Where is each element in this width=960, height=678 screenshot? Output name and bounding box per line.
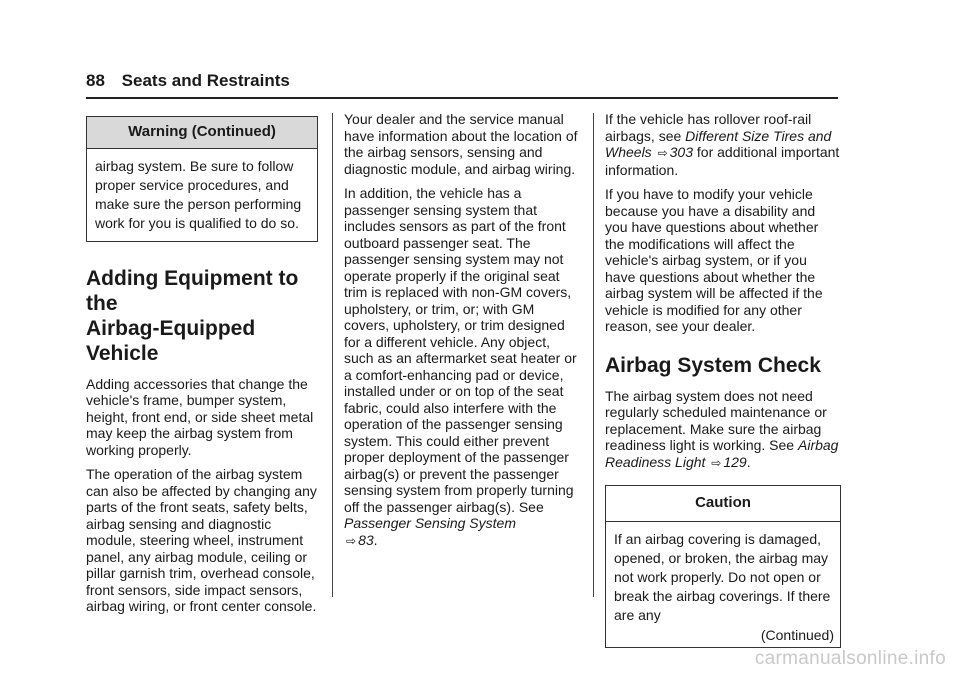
paragraph: Your dealer and the service manual have information about the location of the airbag sensors, sensing and diagnostic module, and airbag wiring.	[344, 111, 578, 177]
paragraph: Adding accessories that change the vehicle's frame, bumper system, height, front end, or side sheet metal may keep the airbag system from working properly.	[86, 375, 314, 458]
paragraph	[605, 388, 841, 472]
airbag-system-check-heading: Airbag System Check	[605, 353, 821, 377]
sentence-end: .	[746, 453, 751, 470]
column-2	[344, 111, 580, 557]
paragraph-text: for additional important information.	[605, 144, 840, 178]
header-rule	[86, 97, 838, 99]
paragraph	[605, 111, 841, 178]
page-ref-arrow-icon: ⇨	[346, 533, 357, 548]
paragraph-text: In addition, the vehicle has a passenger sensing system that includes sensors as part of the front outboard passenger seat. The passenger sensing system may not operate properly if the original seat trim is replaced with non-GM covers, upholstery, or trim, or; with GM covers, upholstery, or trim designed for a different vehicle. Any object, such as an aftermarket seat heater or a comfort-enhancing pad or device, installed under or on top of the seat fabric, could also interfere with the operation of the passenger sensing system. This could either prevent proper deployment of the passenger airbag(s) or prevent the passenger sensing system from properly turning off the passenger airbag(s). See	[344, 185, 577, 515]
adding-equipment-heading	[86, 266, 318, 366]
heading-line-2: Airbag-Equipped Vehicle	[86, 316, 256, 365]
column-3	[605, 111, 841, 648]
section-title: Seats and Restraints	[121, 71, 290, 90]
caution-title: Caution	[606, 486, 840, 522]
caution-box	[605, 485, 841, 648]
page-ref-arrow-icon: ⇨	[657, 146, 668, 160]
column-divider	[593, 113, 594, 597]
cross-reference-link[interactable]: Airbag Readiness Light	[605, 437, 839, 470]
cross-reference-link[interactable]: Passenger Sensing System	[344, 515, 516, 531]
page-header	[86, 71, 290, 91]
page-reference[interactable]: 83	[358, 531, 374, 548]
page-ref-arrow-icon: ⇨	[711, 455, 722, 470]
cross-reference-link[interactable]: Different Size Tires and Wheels	[605, 127, 832, 160]
paragraph: The operation of the airbag system can also be affected by changing any parts of the front seats, safety belts, airbag sensing and diagnostic module, steering wheel, instrument panel, any airbag module, ceiling or pillar garnish trim, overhead console, front sensors, side impact sensors, airbag wiring, or front center console.	[86, 466, 317, 614]
warning-box	[86, 116, 318, 242]
paragraph-text: If the vehicle has rollover roof-rail airbags, see	[605, 111, 812, 144]
column-divider	[332, 113, 333, 597]
sentence-end: .	[373, 531, 378, 548]
paragraph: If you have to modify your vehicle because you have a disability and you have questions about whether the modifications will affect the vehicle's airbag system, or if you have questions about whether the airbag system will be affected if the vehicle is modified for any other reason, see your dealer.	[605, 186, 823, 334]
page-reference[interactable]: 129	[723, 453, 747, 470]
paragraph-text: The airbag system does not need regularly scheduled maintenance or replacement. Make sure the airbag readiness light is working. See	[605, 387, 827, 453]
watermark: carmanualsonline.info	[754, 648, 946, 669]
heading-line-1: Adding Equipment to the	[86, 266, 299, 315]
continued-label: (Continued)	[760, 626, 834, 643]
page-number: 88	[86, 71, 105, 90]
paragraph	[344, 185, 580, 549]
warning-text: airbag system. Be sure to follow proper service procedures, and make sure the person performing work for you is qualified to do so.	[95, 157, 302, 231]
warning-title: Warning (Continued)	[87, 117, 317, 149]
column-1	[86, 116, 318, 623]
caution-text: If an airbag covering is damaged, opened, or broken, the airbag may not work properly. Do not open or break the airbag coverings. If there are any	[614, 530, 831, 623]
page-reference[interactable]: 303	[669, 144, 693, 160]
